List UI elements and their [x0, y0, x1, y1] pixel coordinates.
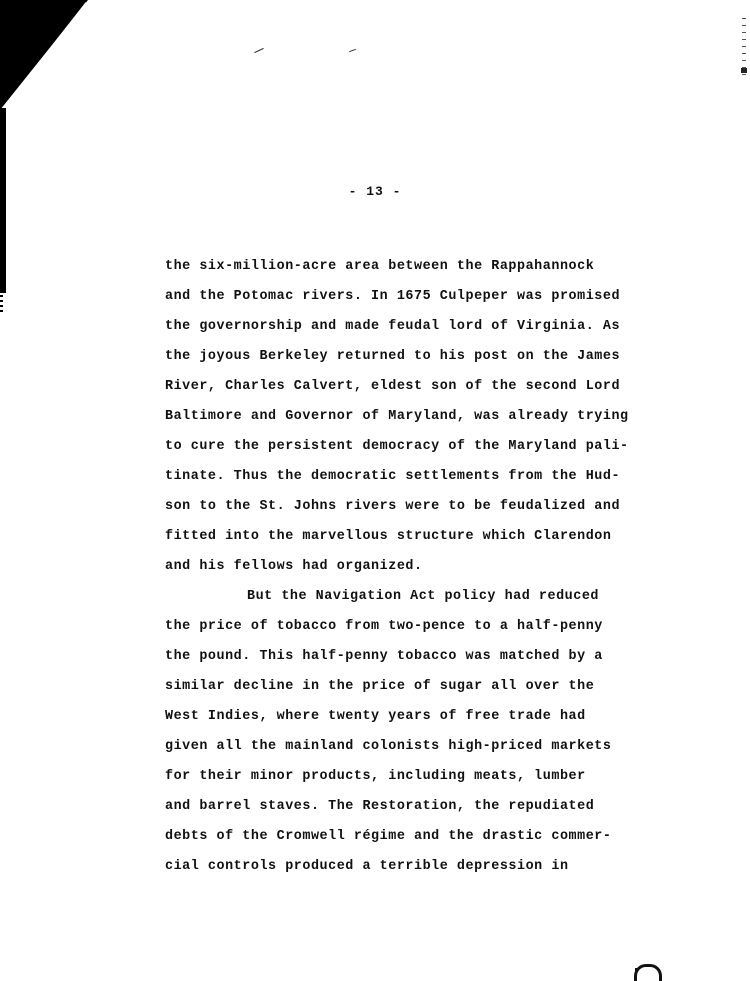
text-line: the governorship and made feudal lord of Virginia. As: [165, 319, 621, 334]
text-line: and the Potomac rivers. In 1675 Culpeper was promised: [165, 289, 621, 304]
scan-bottom-mark: [634, 964, 662, 981]
text-line: the pound. This half-penny tobacco was matched by a: [165, 649, 603, 664]
text-line: to cure the persistent democracy of the Maryland pali-: [165, 439, 629, 454]
text-line: River, Charles Calvert, eldest son of the second Lord: [165, 379, 621, 394]
text-line: given all the mainland colonists high-priced markets: [165, 739, 612, 754]
scan-left-edge-specks: [0, 290, 3, 314]
text-line: tinate. Thus the democratic settlements from the Hud-: [165, 469, 621, 484]
text-line: West Indies, where twenty years of free trade had: [165, 709, 586, 724]
text-line: similar decline in the price of sugar all over the: [165, 679, 595, 694]
scan-stray-mark: [349, 49, 356, 52]
typed-body-text: [165, 256, 665, 886]
text-line: son to the St. Johns rivers were to be feudalized and: [165, 499, 621, 514]
scan-right-edge-mark: [741, 68, 747, 73]
text-line: Baltimore and Governor of Maryland, was already trying: [165, 409, 629, 424]
page-number: - 13 -: [348, 184, 402, 199]
text-line: the price of tobacco from two-pence to a half-penny: [165, 619, 603, 634]
text-line: cial controls produced a terrible depression in: [165, 859, 569, 874]
paragraph-start-line: But the Navigation Act policy had reduced: [247, 589, 600, 604]
scan-stray-mark: [254, 48, 263, 53]
text-line: the joyous Berkeley returned to his post on the James: [165, 349, 621, 364]
text-line: debts of the Cromwell régime and the drastic commer-: [165, 829, 612, 844]
scan-left-edge-shadow: [0, 108, 6, 293]
text-line: and barrel staves. The Restoration, the repudiated: [165, 799, 595, 814]
text-line: for their minor products, including meats, lumber: [165, 769, 586, 784]
scan-bottom-dot: [635, 968, 638, 972]
text-line: the six-million-acre area between the Rappahannock: [165, 259, 595, 274]
text-line: fitted into the marvellous structure which Clarendon: [165, 529, 612, 544]
text-line: and his fellows had organized.: [165, 559, 423, 574]
